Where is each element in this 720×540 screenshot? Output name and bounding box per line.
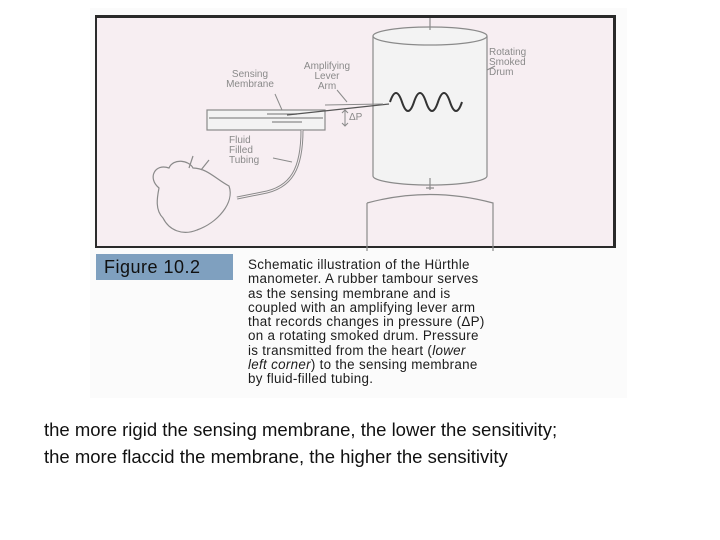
caption-line <box>248 344 618 358</box>
caption-line: on a rotating smoked drum. Pressure <box>248 328 479 344</box>
label-delta-p: ΔP <box>349 112 363 123</box>
label-amplifying-lever-arm: Amplifying Lever Arm <box>303 61 351 92</box>
figure-caption <box>248 258 618 387</box>
delta-p-marker <box>342 110 348 126</box>
label-sensing-membrane: Sensing Membrane <box>226 69 274 90</box>
heart <box>153 156 230 232</box>
caption-line: coupled with an amplifying lever arm <box>248 299 476 315</box>
note-line-2: the more flaccid the membrane, the higher the sensitivity <box>44 446 508 467</box>
caption-line: by fluid-filled tubing. <box>248 371 374 387</box>
caption-line <box>248 358 618 372</box>
label-fluid-filled-tubing: Fluid Filled Tubing <box>229 135 260 166</box>
caption-line: manometer. A rubber tambour serves <box>248 271 479 287</box>
sensitivity-note <box>44 416 704 470</box>
manometer-diagram <box>95 15 616 248</box>
caption-line: that records changes in pressure (ΔP) <box>248 314 485 330</box>
caption-italic: lower <box>432 342 466 358</box>
caption-line: Schematic illustration of the Hürthle <box>248 257 470 272</box>
caption-italic: left corner <box>248 357 311 373</box>
caption-line: as the sensing membrane and is <box>248 285 451 301</box>
label-rotating-smoked-drum: Rotating Smoked Drum <box>489 47 527 78</box>
caption-fragment: ) to the sensing membrane <box>310 357 478 373</box>
note-line-1: the more rigid the sensing membrane, the lower the sensitivity; <box>44 419 558 440</box>
figure-number: Figure 10.2 <box>96 254 233 280</box>
drum-base <box>367 178 493 251</box>
caption-fragment: is transmitted from the heart ( <box>248 342 433 358</box>
